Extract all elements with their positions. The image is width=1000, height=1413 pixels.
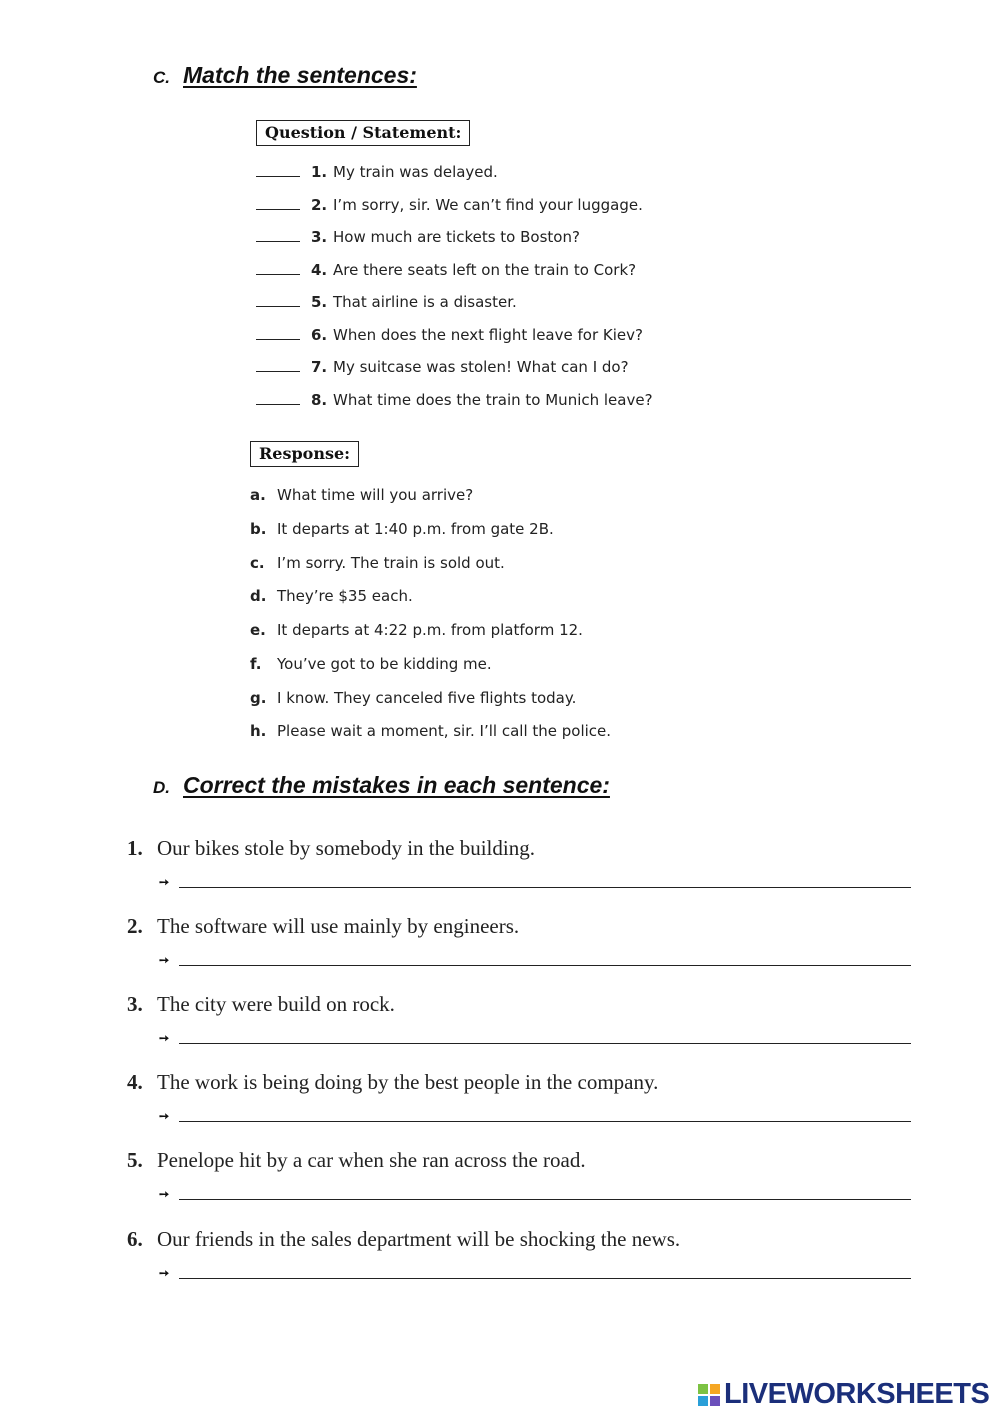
question-item-6 [256, 326, 643, 344]
question-text: When does the next flight leave for Kiev? [333, 326, 643, 344]
answer-blank[interactable] [256, 164, 300, 177]
answer-blank[interactable] [256, 262, 300, 275]
correction-number: 2. [127, 914, 143, 938]
question-item-5 [256, 293, 517, 311]
answer-line-input[interactable] [179, 1107, 911, 1122]
question-item-8 [256, 391, 653, 409]
correction-sentence [127, 836, 911, 861]
correction-sentence [127, 992, 911, 1017]
correction-sentence [127, 914, 911, 939]
correction-item-1 [127, 836, 911, 888]
correction-sentence [127, 1148, 911, 1173]
question-text: How much are tickets to Boston? [333, 228, 580, 246]
response-item-g [250, 689, 576, 707]
question-number: 4. [311, 261, 328, 279]
response-text: I’m sorry. The train is sold out. [277, 554, 505, 572]
question-number: 6. [311, 326, 328, 344]
question-text: My suitcase was stolen! What can I do? [333, 358, 629, 376]
question-item-7 [256, 358, 629, 376]
answer-line-input[interactable] [179, 873, 911, 888]
response-item-a [250, 486, 473, 504]
response-text: It departs at 4:22 p.m. from platform 12. [277, 621, 583, 639]
correction-text: The software will use mainly by engineers. [157, 914, 520, 938]
correction-item-6 [127, 1227, 911, 1279]
response-item-b [250, 520, 554, 538]
response-letter: b. [250, 520, 267, 538]
response-letter: f. [250, 655, 262, 673]
response-text: You’ve got to be kidding me. [277, 655, 492, 673]
section-c-letter: C. [153, 68, 170, 87]
response-label: Response: [250, 441, 359, 467]
arrow-icon: ➙ [159, 953, 170, 967]
correction-number: 3. [127, 992, 143, 1016]
response-letter: d. [250, 587, 267, 605]
answer-row [159, 1107, 911, 1122]
response-item-f [250, 655, 492, 673]
response-item-e [250, 621, 583, 639]
response-letter: a. [250, 486, 266, 504]
correction-text: The city were build on rock. [157, 992, 395, 1016]
answer-blank[interactable] [256, 359, 300, 372]
answer-row [159, 1264, 911, 1279]
answer-line-input[interactable] [179, 1185, 911, 1200]
question-text: I’m sorry, sir. We can’t find your luggage. [333, 196, 643, 214]
question-number: 3. [311, 228, 328, 246]
section-d-header [153, 772, 610, 799]
correction-text: Our bikes stole by somebody in the building. [157, 836, 535, 860]
answer-blank[interactable] [256, 327, 300, 340]
answer-line-input[interactable] [179, 1264, 911, 1279]
question-number: 1. [311, 163, 328, 181]
logo-square-green [698, 1384, 708, 1394]
answer-row [159, 873, 911, 888]
correction-number: 5. [127, 1148, 143, 1172]
logo-text: LIVEWORKSHEETS [724, 1378, 990, 1410]
response-item-c [250, 554, 505, 572]
answer-blank[interactable] [256, 197, 300, 210]
logo-square-purple [710, 1396, 720, 1406]
correction-text: The work is being doing by the best people in the company. [157, 1070, 659, 1094]
response-item-h [250, 722, 611, 740]
response-text: Please wait a moment, sir. I’ll call the police. [277, 722, 612, 740]
question-number: 5. [311, 293, 328, 311]
question-number: 7. [311, 358, 328, 376]
correction-sentence [127, 1227, 911, 1252]
question-item-2 [256, 196, 643, 214]
correction-item-5 [127, 1148, 911, 1200]
arrow-icon: ➙ [159, 1109, 170, 1123]
question-statement-label: Question / Statement: [256, 120, 470, 146]
section-d-letter: D. [153, 778, 170, 797]
answer-row [159, 1029, 911, 1044]
answer-blank[interactable] [256, 294, 300, 307]
logo-square-orange [710, 1384, 720, 1394]
question-item-1 [256, 163, 498, 181]
answer-line-input[interactable] [179, 1029, 911, 1044]
response-text: It departs at 1:40 p.m. from gate 2B. [277, 520, 554, 538]
answer-row [159, 1185, 911, 1200]
response-letter: g. [250, 689, 267, 707]
arrow-icon: ➙ [159, 1031, 170, 1045]
response-item-d [250, 587, 413, 605]
question-item-3 [256, 228, 580, 246]
arrow-icon: ➙ [159, 1266, 170, 1280]
question-text: Are there seats left on the train to Cork? [333, 261, 637, 279]
question-text: My train was delayed. [333, 163, 498, 181]
response-text: I know. They canceled five flights today. [277, 689, 577, 707]
response-text: What time will you arrive? [277, 486, 474, 504]
response-letter: h. [250, 722, 267, 740]
section-d-title: Correct the mistakes in each sentence: [183, 772, 610, 798]
liveworksheets-logo-icon [698, 1384, 720, 1406]
correction-item-2 [127, 914, 911, 966]
question-text: What time does the train to Munich leave? [333, 391, 653, 409]
liveworksheets-logo [698, 1378, 989, 1411]
section-c-title: Match the sentences: [183, 62, 417, 88]
response-letter: c. [250, 554, 265, 572]
correction-sentence [127, 1070, 911, 1095]
question-text: That airline is a disaster. [333, 293, 517, 311]
question-item-4 [256, 261, 636, 279]
arrow-icon: ➙ [159, 1187, 170, 1201]
question-number: 2. [311, 196, 328, 214]
correction-text: Our friends in the sales department will be shocking the news. [157, 1227, 681, 1251]
logo-square-blue [698, 1396, 708, 1406]
correction-number: 1. [127, 836, 143, 860]
answer-blank[interactable] [256, 229, 300, 242]
section-c-header [153, 62, 417, 89]
correction-number: 6. [127, 1227, 143, 1251]
correction-text: Penelope hit by a car when she ran across the road. [157, 1148, 586, 1172]
response-letter: e. [250, 621, 266, 639]
correction-item-4 [127, 1070, 911, 1122]
arrow-icon: ➙ [159, 875, 170, 889]
correction-number: 4. [127, 1070, 143, 1094]
correction-item-3 [127, 992, 911, 1044]
answer-row [159, 951, 911, 966]
response-text: They’re $35 each. [277, 587, 413, 605]
answer-line-input[interactable] [179, 951, 911, 966]
question-number: 8. [311, 391, 328, 409]
answer-blank[interactable] [256, 392, 300, 405]
